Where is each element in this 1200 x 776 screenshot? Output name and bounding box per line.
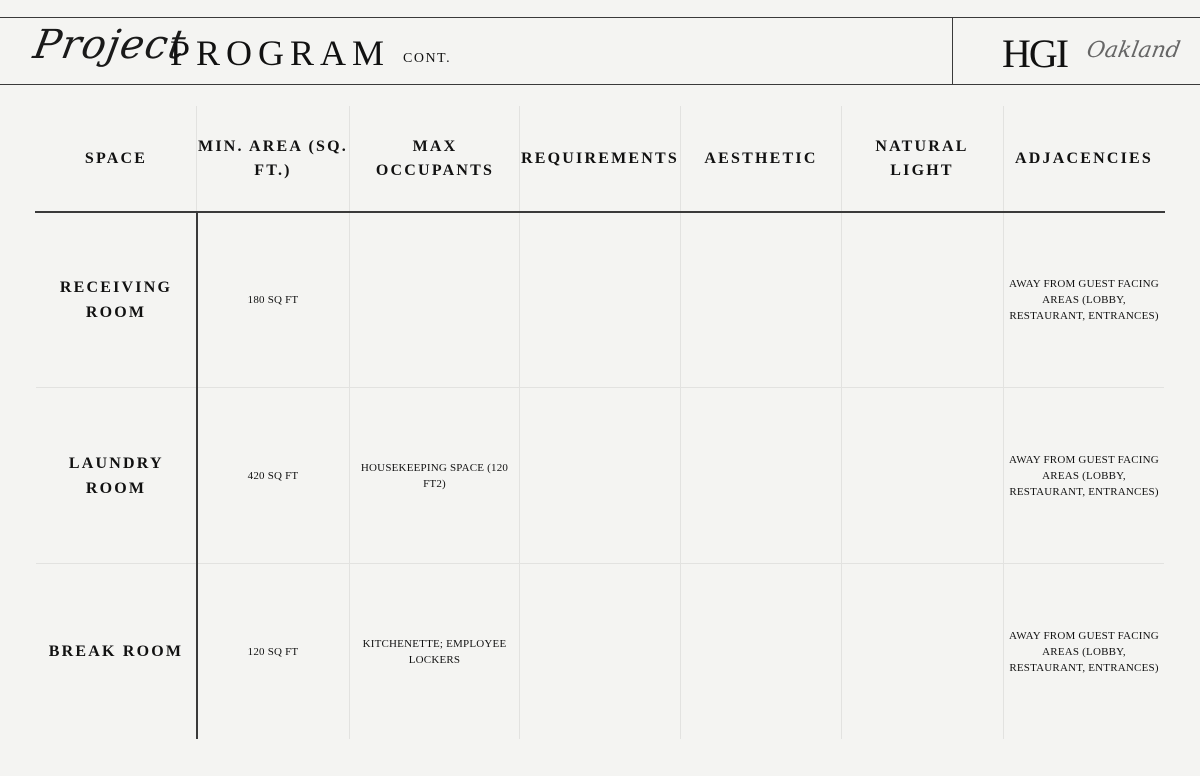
- page-header: [0, 17, 1200, 85]
- row-space-label: RECEIVING ROOM: [59, 278, 173, 321]
- cell-max-occupants: HOUSEKEEPING SPACE (120 FT2): [360, 461, 509, 490]
- cell-natural-light: [842, 564, 1003, 739]
- cell-adjacencies: AWAY FROM GUEST FACING AREAS (LOBBY, RESTAURANT, ENTRANCES): [1009, 629, 1159, 674]
- cell-max-occupants: KITCHENETTE; EMPLOYEE LOCKERS: [362, 637, 507, 666]
- column-header-requirements: REQUIREMENTS: [521, 149, 679, 167]
- cell-natural-light: [842, 388, 1003, 563]
- cell-aesthetic: [681, 564, 841, 739]
- page-title: PROGRAM: [170, 33, 391, 73]
- cell-requirements: [520, 212, 680, 387]
- row-space-label: BREAK ROOM: [48, 643, 184, 660]
- cell-min-area: 420 SQ FT: [247, 469, 299, 482]
- grid-line: [349, 106, 350, 739]
- column-header-natural-light: NATURAL LIGHT: [875, 137, 969, 179]
- title-script: Project: [29, 22, 190, 68]
- cell-min-area: 120 SQ FT: [247, 645, 299, 658]
- logo-hgi: HGI: [1002, 31, 1068, 76]
- row-space-label: LAUNDRY ROOM: [68, 454, 164, 497]
- cell-adjacencies: AWAY FROM GUEST FACING AREAS (LOBBY, RESTAURANT, ENTRANCES): [1009, 453, 1159, 498]
- title-suffix: CONT.: [403, 51, 452, 66]
- cell-adjacencies: AWAY FROM GUEST FACING AREAS (LOBBY, RESTAURANT, ENTRANCES): [1009, 277, 1159, 322]
- cell-max-occupants: [350, 212, 519, 387]
- column-header-aesthetic: AESTHETIC: [704, 149, 818, 167]
- cell-requirements: [520, 388, 680, 563]
- cell-requirements: [520, 564, 680, 739]
- column-header-max-occupants: MAX OCCUPANTS: [375, 137, 495, 179]
- column-header-adjacencies: ADJACENCIES: [1015, 149, 1153, 167]
- cell-min-area: 180 SQ FT: [247, 293, 299, 306]
- header-divider: [952, 18, 953, 84]
- column-header-space: SPACE: [84, 149, 148, 167]
- cell-aesthetic: [681, 388, 841, 563]
- logo-oakland: Oakland: [1084, 38, 1183, 63]
- column-header-min-area: MIN. AREA (SQ. FT.): [198, 137, 348, 179]
- cell-aesthetic: [681, 212, 841, 387]
- cell-natural-light: [842, 212, 1003, 387]
